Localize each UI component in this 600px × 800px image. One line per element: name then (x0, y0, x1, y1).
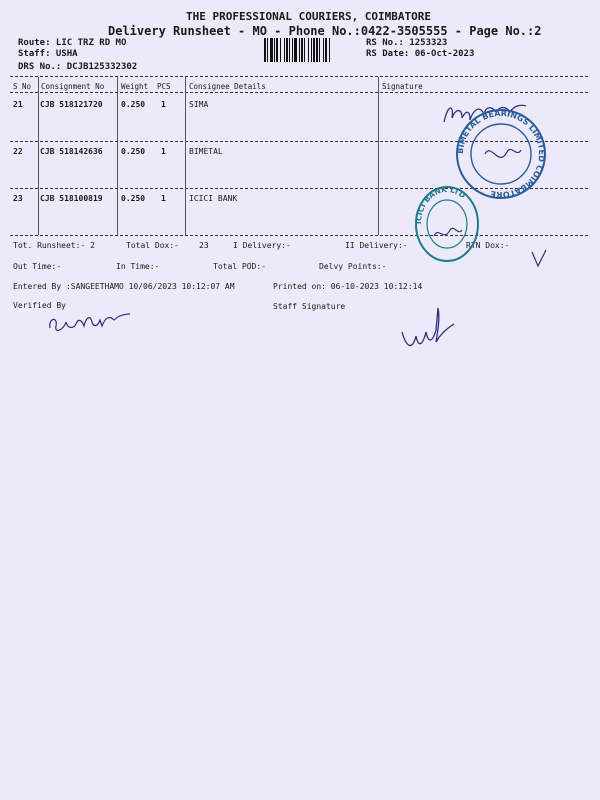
delvy-points: Delvy Points:- (319, 262, 387, 271)
ii-delivery: II Delivery:- (345, 241, 408, 250)
col-header-sno: S No (13, 82, 32, 91)
total-pod: Total POD:- (213, 262, 266, 271)
barcode-bar (280, 38, 281, 62)
row-consignee: ICICI BANK (189, 194, 238, 203)
barcode-bar (301, 38, 303, 62)
barcode-bar (274, 38, 275, 62)
barcode-bar (289, 38, 290, 62)
barcode-bar (329, 38, 330, 62)
tick-mark (528, 246, 550, 272)
column-divider (185, 77, 186, 235)
row-sno: 23 (13, 194, 23, 203)
barcode-bar (319, 38, 320, 62)
column-divider (378, 77, 379, 235)
row-consignment: CJB 518142636 (40, 147, 103, 156)
row-weight: 0.250 (121, 194, 146, 203)
printed-on: Printed on: 06-10-2023 10:12:14 (273, 282, 423, 291)
staff-signature-label: Staff Signature (273, 302, 346, 311)
row-consignment: CJB 518100819 (40, 194, 103, 203)
col-header-signature: Signature (382, 82, 423, 91)
drs-number: DRS No.: DCJB125332302 (18, 62, 138, 72)
in-time: In Time:- (116, 262, 160, 271)
row-sno: 21 (13, 100, 23, 109)
row-sno: 22 (13, 147, 23, 156)
row-pcs: 1 (161, 147, 166, 156)
barcode-bar (267, 38, 268, 62)
barcode-bar (311, 38, 312, 62)
row-weight: 0.250 (121, 147, 146, 156)
staff-signature (396, 302, 458, 358)
barcode-bar (286, 38, 288, 62)
column-divider (117, 77, 118, 235)
barcode-bar (325, 38, 327, 62)
barcode-bar (294, 38, 297, 62)
rs-date: RS Date: 06-Oct-2023 (366, 49, 475, 59)
rtn-dox: RTN Dox:- (466, 241, 510, 250)
barcode-bar (284, 38, 285, 62)
table-bottom-rule (10, 235, 588, 236)
rs-number: RS No.: 1253323 (366, 38, 448, 48)
barcode-bar (276, 38, 278, 62)
barcode-bar (299, 38, 300, 62)
barcode-bar (292, 38, 293, 62)
barcode-bar (313, 38, 315, 62)
table-header-rule (10, 92, 588, 93)
row-weight: 0.250 (121, 100, 146, 109)
company-title: THE PROFESSIONAL COURIERS, COIMBATORE (186, 10, 432, 23)
verified-signature (44, 306, 134, 340)
table-top-rule (10, 76, 588, 77)
route-label: Route: LIC TRZ RD MO (18, 38, 127, 48)
barcode-bar (264, 38, 266, 62)
row-consignment: CJB 518121720 (40, 100, 103, 109)
i-delivery: I Delivery:- (233, 241, 291, 250)
icici-stamp-text: ICICI BANK LTD (414, 184, 468, 225)
col-header-consignment: Consignment No (41, 82, 105, 91)
barcode-image (264, 38, 362, 62)
row-consignee: BIMETAL (189, 147, 223, 156)
barcode-bar (316, 38, 318, 62)
total-dox-label: Total Dox:- (126, 241, 179, 250)
verified-by: Verified By (13, 301, 66, 310)
barcode-bar (270, 38, 273, 62)
col-header-weight: Weight (121, 82, 149, 91)
col-header-consignee: Consignee Details (189, 82, 266, 91)
col-header-pcs: PCS (157, 82, 171, 91)
staff-label: Staff: USHA (18, 49, 78, 59)
barcode-bar (308, 38, 309, 62)
column-divider (38, 77, 39, 235)
entered-by: Entered By :SANGEETHAMO 10/06/2023 10:12:07 AM (13, 282, 235, 291)
out-time: Out Time:- (13, 262, 62, 271)
row-consignee: SIMA (189, 100, 209, 109)
row-pcs: 1 (161, 194, 166, 203)
row-pcs: 1 (161, 100, 166, 109)
barcode-bar (323, 38, 324, 62)
bimetal-stamp-text: BIMETAL BEARINGS LIMITED COIMBATORE (455, 108, 547, 200)
icici-bank-stamp (414, 184, 480, 264)
total-dox-value: 23 (199, 241, 209, 250)
tot-runsheet: Tot. Runsheet:- 2 (13, 241, 95, 250)
runsheet-subtitle: Delivery Runsheet - MO - Phone No.:0422-3505555 - Page No.:2 (108, 24, 542, 38)
barcode-bar (304, 38, 305, 62)
